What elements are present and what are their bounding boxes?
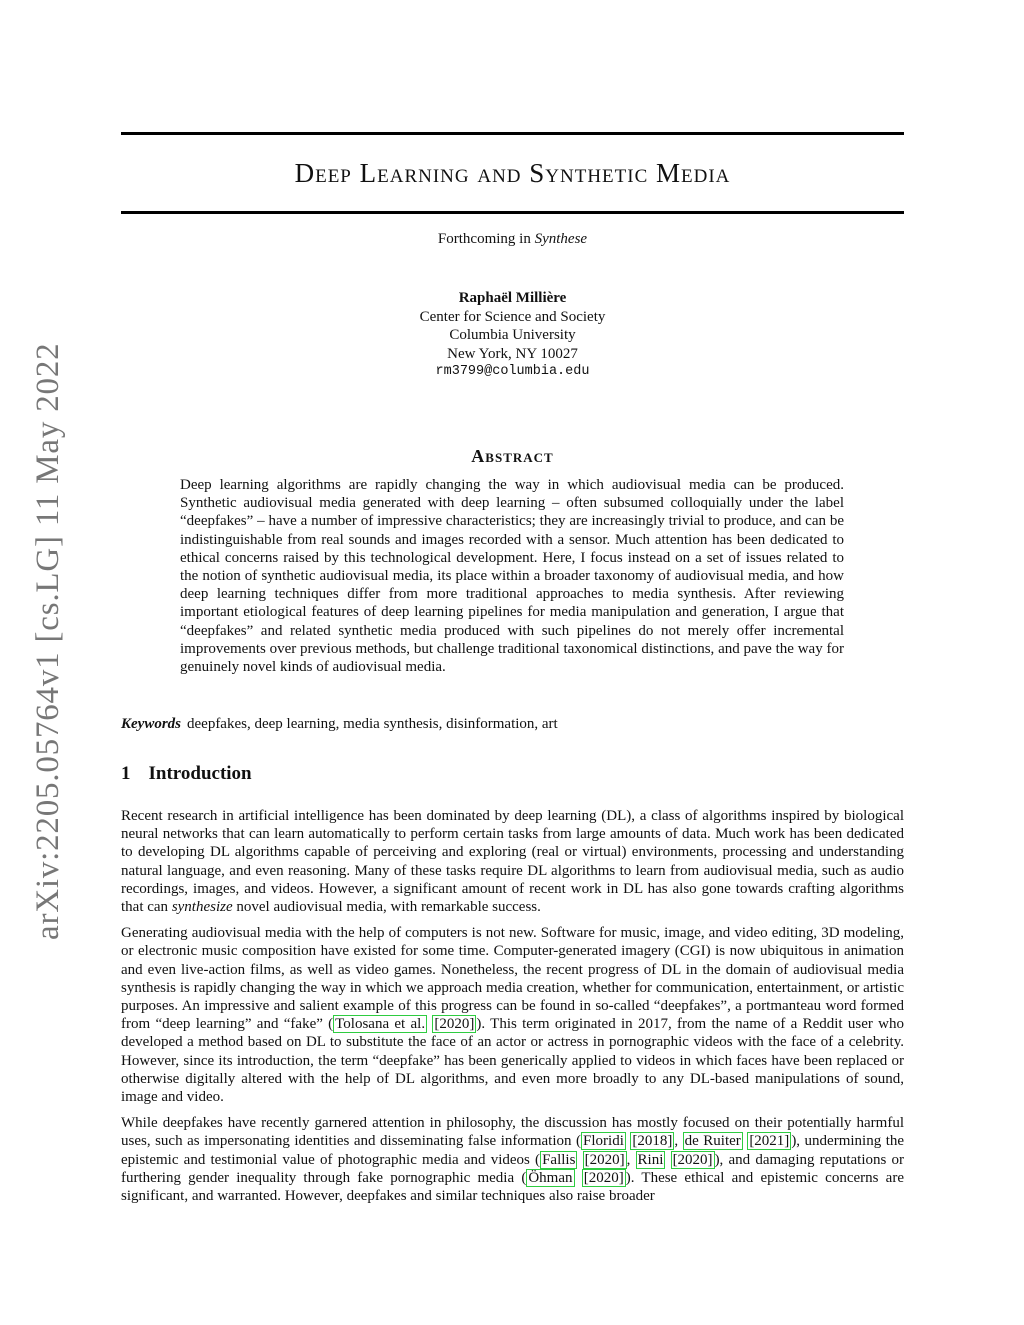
- text-span: While deepfakes have recently garnered attention in philosophy, the discussion has mostly focused on their potentially harmful uses, such as impersonating identities and disseminating false information (: [121, 1115, 904, 1150]
- citation-link[interactable]: Floridi: [583, 1133, 624, 1150]
- text-span: ,: [674, 1133, 683, 1150]
- citation-year-link[interactable]: [2020]: [583, 1169, 624, 1186]
- arxiv-side-stamp: arXiv:2205.05764v1 [cs.LG] 11 May 2022: [30, 342, 66, 940]
- text-span: ,: [626, 1151, 636, 1168]
- text-span: novel audiovisual media, with remarkable success.: [232, 899, 541, 916]
- keywords-label: Keywords: [121, 716, 181, 732]
- body-text: [121, 807, 904, 1213]
- citation-link[interactable]: Tolosana et al.: [335, 1016, 426, 1033]
- emphasis: synthesize: [171, 899, 233, 916]
- author-email[interactable]: rm3799@columbia.edu: [435, 364, 590, 379]
- paper-title: Deep Learning and Synthetic Media: [294, 158, 731, 188]
- forthcoming-prefix: Forthcoming in: [437, 231, 535, 247]
- citation-year-link[interactable]: [2020]: [672, 1151, 713, 1168]
- section-title: Introduction: [148, 763, 252, 784]
- author-name: Raphaël Millière: [458, 290, 567, 306]
- text-span: ). These ethical and epistemic concerns are significant, and warranted. However, deepfakes and similar techniques also raise broader: [121, 1169, 904, 1205]
- forthcoming-note: [121, 231, 904, 248]
- citation-link[interactable]: Rini: [637, 1151, 664, 1168]
- citation-link[interactable]: Fallis: [542, 1151, 576, 1168]
- author-block: [121, 289, 904, 382]
- section-number: 1: [121, 763, 131, 784]
- text-span: ). This term originated in 2017, from the name of a Reddit user who developed a method based on DL to substitute the face of an actor or actress in pornographic videos with the face of a celebrity. However, since its introduction, the term “deepfake” has been generically applied to videos in which faces have been replaced or otherwise digitally altered with the help of DL algorithms, and even more broadly to any DL-based manipulations of sound, image and video.: [121, 1016, 904, 1106]
- citation-link[interactable]: Öhman: [528, 1169, 573, 1186]
- citation-link[interactable]: de Ruiter: [684, 1133, 741, 1150]
- citation-year-link[interactable]: [2020]: [584, 1151, 625, 1168]
- author-university: Columbia University: [449, 327, 576, 343]
- title-rule-top: [121, 132, 904, 135]
- title-rule-bottom: [121, 211, 904, 214]
- journal-name: Synthese: [534, 231, 588, 247]
- text-span: ), undermining the epistemic and testimonial value of photographic media and videos (: [121, 1133, 905, 1168]
- author-affiliation: Center for Science and Society: [419, 308, 606, 325]
- citation-year-link[interactable]: [2018]: [632, 1133, 673, 1150]
- text-span: Generating audiovisual media with the help of computers is not new. Software for music, image, and video editing, 3D modeling, or electronic music composition have existed for some time. Computer-generated imagery (CGI) is now ubiquitous in animation and even live-action films, as well as video games. Nonetheless, the recent progress of DL in the domain of audiovisual media synthesis is rapidly changing the way in which we approach media creation, whether for communication, entertainment, or artistic purposes. An impressive and salient example of this progress can be found in so-called “deepfakes”, a portmanteau word formed from “deep learning” and “fake” (: [121, 925, 904, 1033]
- paragraph: [121, 1114, 904, 1205]
- author-location: New York, NY 10027: [447, 345, 578, 362]
- text-span: Recent research in artificial intelligence has been dominated by deep learning (DL), a class of algorithms inspired by biological neural networks that can learn automatically to perform certain tasks from large amounts of data. Much work has been dedicated to developing DL algorithms capable of perceiving and exploring (real or virtual) environments, processing and understanding natural language, and even reasoning. Many of these tasks require DL algorithms to learn from audiovisual media, such as audio recordings, images, and videos. However, a significant amount of recent work in DL has also gone towards crafting algorithms that can: [121, 808, 904, 916]
- paragraph: [121, 924, 904, 1106]
- paragraph: [121, 807, 904, 916]
- section-heading: [121, 763, 252, 785]
- keywords-line: [121, 716, 904, 733]
- citation-year-link[interactable]: [2021]: [749, 1133, 790, 1150]
- keywords-text: deepfakes, deep learning, media synthesis, disinformation, art: [187, 716, 558, 732]
- text-span: ), and damaging reputations or furthering gender inequality through fake pornographic media (: [121, 1151, 905, 1186]
- abstract-heading: Abstract: [471, 446, 554, 466]
- abstract-text: Deep learning algorithms are rapidly changing the way in which audiovisual media can be produced. Synthetic audiovisual media generated with deep learning – often subsumed colloquially under the label “deepfakes” – have a number of impressive characteristics; they are increasingly trivial to produce, and can be indistinguishable from real sounds and images recorded with a sensor. Much attention has been dedicated to ethical concerns raised by this technological development. Here, I focus instead on a set of issues related to the notion of synthetic audiovisual media, its place within a broader taxonomy of audiovisual media, and how deep learning techniques differ from more traditional approaches to media synthesis. After reviewing important etiological features of deep learning pipelines for media manipulation and generation, I argue that “deepfakes” and related synthetic media produced with such pipelines do not merely offer incremental improvements over previous methods, but challenge traditional taxonomical distinctions, and pave the way for genuinely novel kinds of audiovisual media.: [180, 477, 844, 676]
- citation-year-link[interactable]: [2020]: [434, 1016, 475, 1033]
